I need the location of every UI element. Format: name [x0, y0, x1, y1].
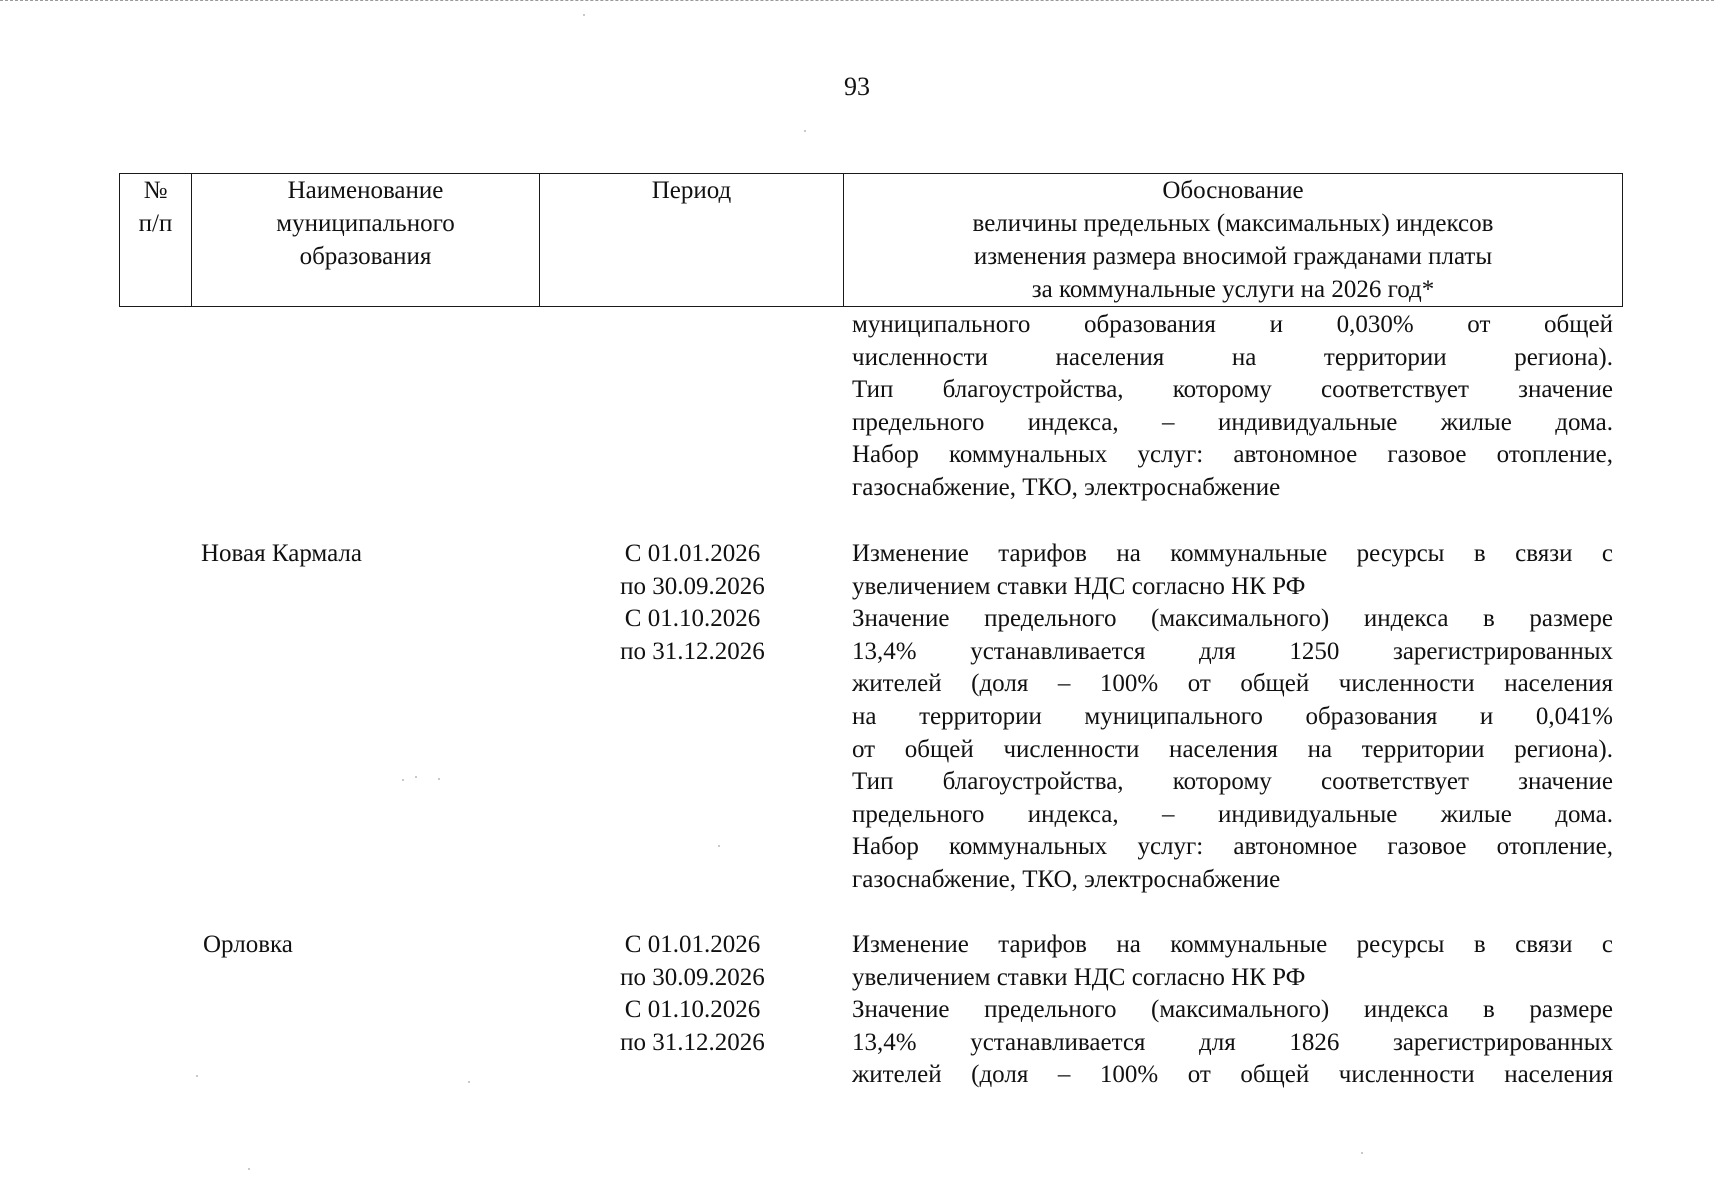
period-cell — [600, 929, 785, 1059]
period-line: С 01.01.2026 — [624, 540, 761, 567]
scan-speck — [415, 776, 417, 778]
justification-line: газоснабжение, ТКО, электроснабжение — [852, 473, 1281, 501]
row-justification — [852, 929, 1613, 1092]
municipality-name: Орловка — [203, 931, 293, 958]
scan-speck — [718, 845, 720, 847]
header-justification-line: за коммунальные услуги на 2026 год* — [1031, 276, 1435, 303]
justification-line: Тип благоустройства, которому соответствует значение — [852, 768, 1613, 796]
scan-edge-line — [0, 0, 1714, 3]
scan-speck — [1361, 1152, 1363, 1154]
justification-line: Значение предельного (максимального) индекса в размере — [852, 605, 1613, 633]
justification-line: Изменение тарифов на коммунальные ресурсы в связи с — [852, 540, 1613, 567]
period-line: по 30.09.2026 — [620, 572, 765, 600]
scan-speck — [196, 1075, 198, 1077]
scan-speck — [583, 14, 585, 16]
header-number-cell — [120, 174, 192, 307]
header-name-cell — [192, 174, 540, 307]
header-justification-line: изменения размера вносимой гражданами платы — [973, 243, 1493, 270]
period-line: по 31.12.2026 — [620, 1028, 765, 1056]
justification-line: жителей (доля – 100% от общей численности населения — [852, 1061, 1613, 1089]
header-justification-line: величины предельных (максимальных) индексов — [972, 210, 1494, 237]
header-name-line: Наименование — [287, 177, 444, 204]
justification-line: жителей (доля – 100% от общей численности населения — [852, 670, 1613, 698]
header-number-line: № — [143, 177, 168, 204]
period-line: С 01.10.2026 — [624, 996, 761, 1024]
justification-line: на территории муниципального образования и 0,041% — [852, 702, 1613, 730]
period-line: по 30.09.2026 — [620, 963, 765, 991]
scan-speck — [438, 778, 440, 780]
header-name-line: муниципального — [276, 210, 455, 237]
row-justification — [852, 538, 1613, 897]
period-line: С 01.10.2026 — [624, 605, 761, 633]
justification-line: от общей численности населения на территории региона). — [852, 735, 1613, 763]
justification-line: муниципального образования и 0,030% от общей — [852, 311, 1613, 338]
justification-line: Тип благоустройства, которому соответствует значение — [852, 376, 1613, 404]
justification-line: Набор коммунальных услуг: автономное газовое отопление, — [852, 833, 1613, 861]
justification-line: увеличением ставки НДС согласно НК РФ — [852, 963, 1306, 991]
header-period-line: Период — [651, 177, 732, 204]
period-line: по 31.12.2026 — [620, 637, 765, 665]
justification-line: 13,4% устанавливается для 1826 зарегистрированных — [852, 1028, 1613, 1056]
period-line: С 01.01.2026 — [624, 931, 761, 958]
scan-speck — [248, 1168, 250, 1170]
table-header — [119, 173, 1623, 307]
justification-line: 13,4% устанавливается для 1250 зарегистрированных — [852, 637, 1613, 665]
continuation-justification — [852, 309, 1613, 505]
header-justification-cell — [844, 174, 1623, 307]
period-cell — [600, 538, 785, 668]
municipality-name: Новая Кармала — [201, 540, 362, 567]
justification-line: предельного индекса, – индивидуальные жилые дома. — [852, 800, 1613, 828]
justification-line: Значение предельного (максимального) индекса в размере — [852, 996, 1613, 1024]
justification-line: газоснабжение, ТКО, электроснабжение — [852, 865, 1281, 893]
header-justification-line: Обоснование — [1162, 177, 1304, 204]
header-name-line: образования — [299, 243, 432, 270]
scan-speck — [468, 1081, 470, 1083]
justification-line: предельного индекса, – индивидуальные жилые дома. — [852, 408, 1613, 436]
scan-speck — [804, 130, 806, 132]
header-period-cell — [540, 174, 844, 307]
header-number-line: п/п — [138, 210, 173, 237]
justification-line: численности населения на территории региона). — [852, 343, 1613, 371]
page-number: 93 — [844, 72, 870, 101]
justification-line: Набор коммунальных услуг: автономное газовое отопление, — [852, 441, 1613, 469]
justification-line: увеличением ставки НДС согласно НК РФ — [852, 572, 1306, 600]
scan-speck — [402, 779, 404, 781]
justification-line: Изменение тарифов на коммунальные ресурсы в связи с — [852, 931, 1613, 958]
